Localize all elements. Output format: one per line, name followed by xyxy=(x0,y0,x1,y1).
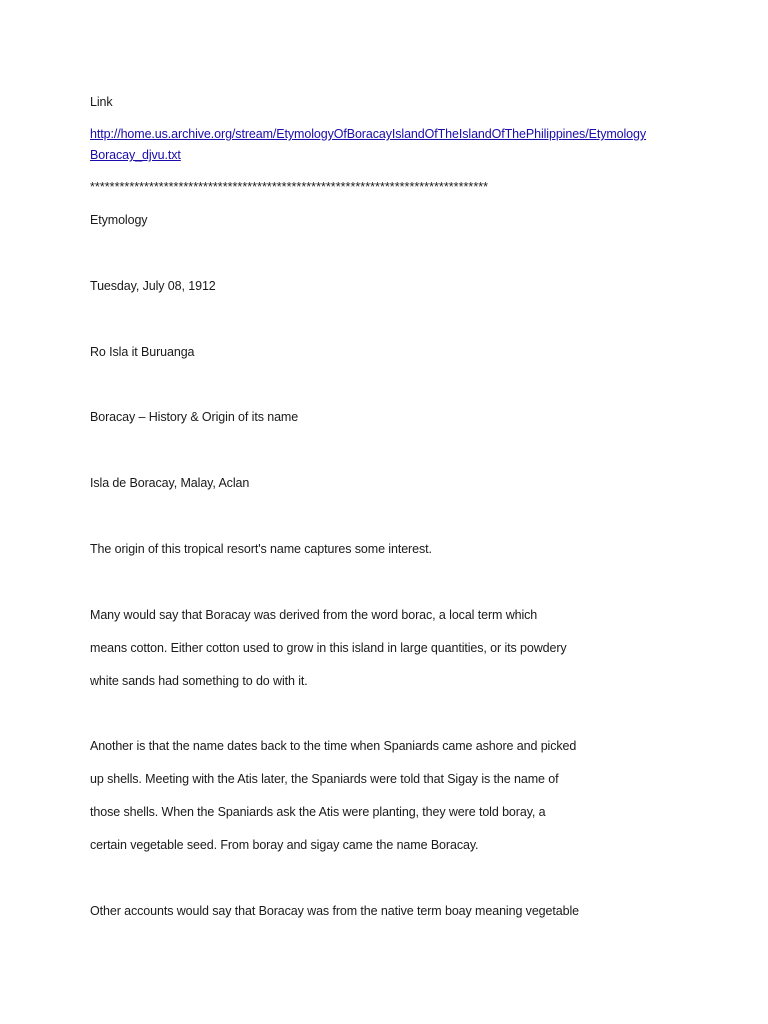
date-line: Tuesday, July 08, 1912 xyxy=(90,279,216,293)
paragraph-2-line-4: certain vegetable seed. From boray and sigay came the name Boracay. xyxy=(90,838,479,852)
paragraph-1-line-1: Many would say that Boracay was derived from the word borac, a local term which xyxy=(90,608,538,622)
subtitle-history-origin: Boracay – History & Origin of its name xyxy=(90,410,299,424)
link-label: Link xyxy=(90,95,113,109)
archive-url-link-line-1[interactable]: http://home.us.archive.org/stream/EtymologyOfBoracayIslandOfTheIslandOfThePhilippines/Etymology xyxy=(90,127,647,141)
archive-url-link-line-2[interactable]: Boracay_djvu.txt xyxy=(90,148,181,162)
paragraph-1-line-2: means cotton. Either cotton used to grow in this island in large quantities, or its powdery xyxy=(90,641,567,655)
paragraph-3-line-1: Other accounts would say that Boracay was from the native term boay meaning vegetable xyxy=(90,904,579,918)
paragraph-1-line-3: white sands had something to do with it. xyxy=(90,674,308,688)
separator-line: ********************************************************************************* xyxy=(90,180,489,194)
paragraph-2-line-3: those shells. When the Spaniards ask the Atis were planting, they were told boray, a xyxy=(90,805,546,819)
heading-etymology: Etymology xyxy=(90,213,148,227)
paragraph-2-line-2: up shells. Meeting with the Atis later, the Spaniards were told that Sigay is the name of xyxy=(90,772,559,786)
intro-paragraph: The origin of this tropical resort's name captures some interest. xyxy=(90,542,432,556)
location-line: Isla de Boracay, Malay, Aclan xyxy=(90,476,250,490)
subtitle-buruanga: Ro Isla it Buruanga xyxy=(90,345,195,359)
paragraph-2-line-1: Another is that the name dates back to the time when Spaniards came ashore and picked xyxy=(90,739,577,753)
